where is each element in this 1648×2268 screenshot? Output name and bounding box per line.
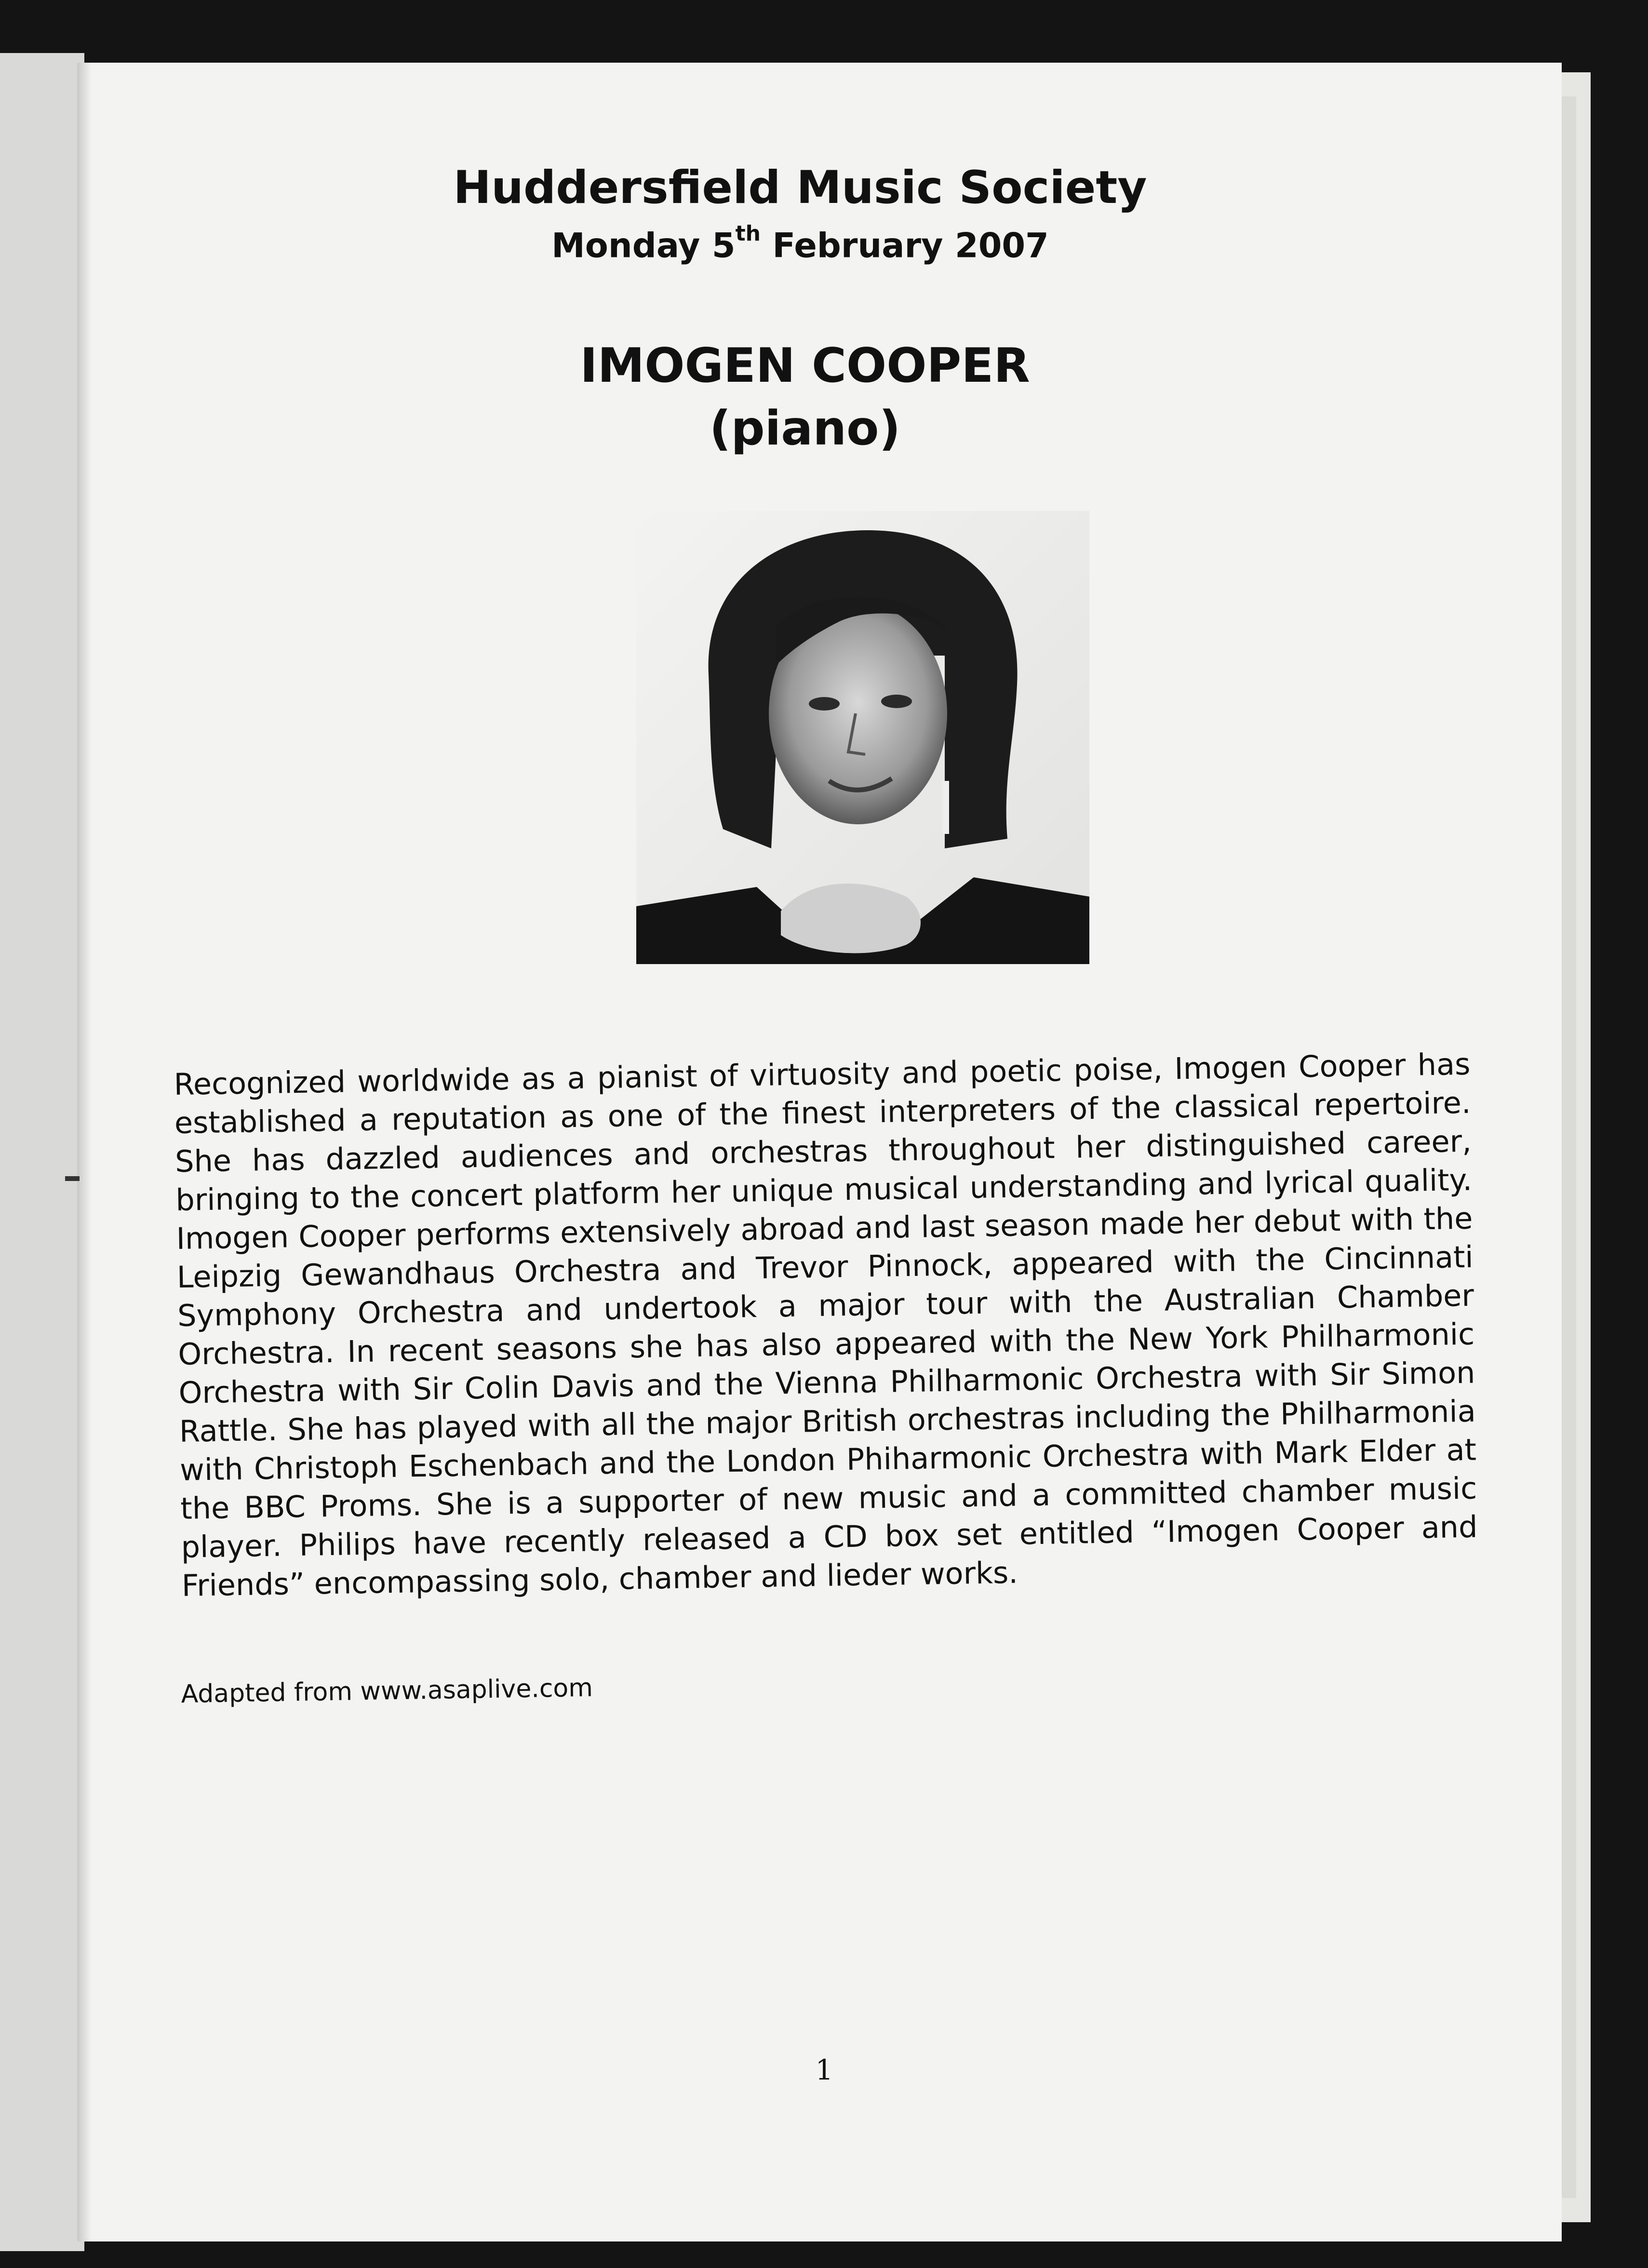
concert-date (246, 217, 1354, 267)
programme-page (77, 63, 1562, 2241)
date-prefix: Monday 5 (551, 226, 736, 266)
left-page-edge (0, 53, 84, 2251)
page-number: 1 (815, 2053, 833, 2086)
source-note: Adapted from www.asaplive.com (181, 1673, 593, 1709)
performer-name: IMOGEN COOPER (580, 338, 1030, 394)
date-ordinal: th (735, 221, 761, 246)
portrait-image (636, 511, 1089, 964)
biography-text: Recognized worldwide as a pianist of virtuosity and poetic poise, Imogen Cooper has established a reputation as one of the finest interpreters of the classical repertoire. She has dazzled audiences and orchestras throughout her distinguished career, bringing to the concert platform her unique musical understanding and lyrical quality. Imogen Cooper performs extensively abroad and last season made her debut with the Leipzig Gewandhaus Orchestra and Trevor Pinnock, appeared with the Cincinnati Symphony Orchestra and undertook a major tour with the Australian Chamber Orchestra. In recent seasons she has also appeared with the New York Philharmonic Orchestra with Sir Colin Davis and the Vienna Philharmonic Orchestra with Sir Simon Rattle. She has played with all the major British orchestras including the Philharmonia with Christoph Eschenbach and the London Phiharmonic Orchestra with Mark Elder at the BBC Proms. She is a supporter of new music and a committed chamber music player. Philips have recently released a CD box set entitled “Imogen Cooper and Friends” encompassing solo, chamber and lieder works. (174, 1046, 1478, 1603)
binding-staple (65, 1176, 80, 1181)
date-rest: February 2007 (772, 226, 1049, 266)
programme-header (77, 159, 1562, 460)
performer-portrait (636, 511, 1089, 964)
performer-instrument: (piano) (709, 401, 901, 456)
society-name: Huddersfield Music Society (453, 161, 1147, 214)
